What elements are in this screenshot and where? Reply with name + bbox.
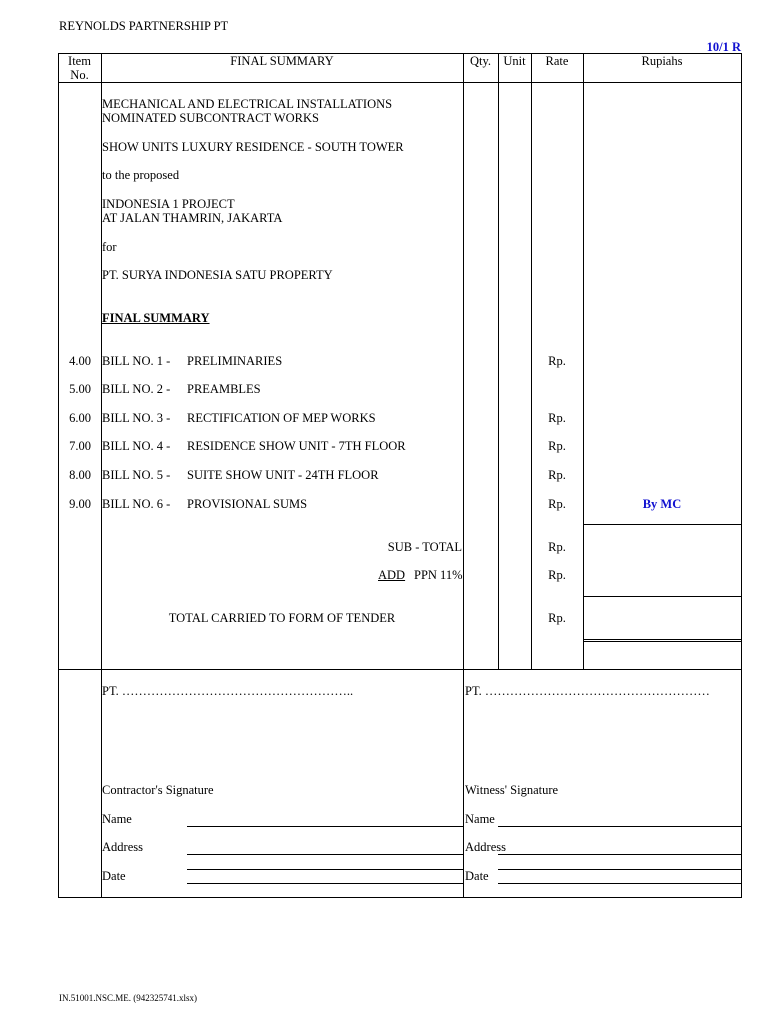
witness-name-field[interactable] <box>498 826 741 827</box>
contractor-name-field[interactable] <box>187 826 463 827</box>
intro-line-5: INDONESIA 1 PROJECT <box>102 197 235 211</box>
intro-line-7: for <box>102 240 117 254</box>
witness-address-field[interactable] <box>498 854 741 855</box>
contractor-company-line: PT. ……………………………………………….. <box>102 684 354 698</box>
witness-date-label: Date <box>465 869 489 883</box>
page-reference: 10/1 R <box>706 40 741 54</box>
contractor-name-label: Name <box>102 812 132 826</box>
witness-date-field[interactable] <box>498 883 741 884</box>
witness-company-line: PT. ……………………………………………… <box>465 684 710 698</box>
contractor-address-field[interactable] <box>187 854 463 855</box>
bill-description: PREAMBLES <box>187 382 261 396</box>
header-item-no: Item No. <box>68 54 91 82</box>
footer-file-ref: IN.51001.NSC.ME. (942325741.xlsx) <box>59 993 198 1003</box>
contractor-date-field[interactable] <box>187 883 463 884</box>
contractor-signature-label: Contractor's Signature <box>102 783 214 797</box>
subtotal-rate: Rp. <box>548 540 566 554</box>
amount-line-1 <box>583 524 741 525</box>
header-unit: Unit <box>503 54 526 68</box>
intro-line-2: NOMINATED SUBCONTRACT WORKS <box>102 111 319 125</box>
bill-item-no: 4.00 <box>69 354 91 368</box>
bill-description: RESIDENCE SHOW UNIT - 7TH FLOOR <box>187 439 406 453</box>
bill-rate: Rp. <box>548 497 566 511</box>
bill-description: SUITE SHOW UNIT - 24TH FLOOR <box>187 468 379 482</box>
amount-line-2 <box>583 596 741 597</box>
bill-number: BILL NO. 4 - <box>102 439 171 453</box>
amount-line-3 <box>583 639 741 640</box>
col-divider-desc <box>463 53 464 898</box>
header-rate: Rate <box>545 54 569 68</box>
bill-number: BILL NO. 2 - <box>102 382 171 396</box>
ppn-rate: Rp. <box>548 568 566 582</box>
total-label: TOTAL CARRIED TO FORM OF TENDER <box>168 611 396 625</box>
intro-line-8: PT. SURYA INDONESIA SATU PROPERTY <box>102 268 333 282</box>
header-rupiahs: Rupiahs <box>641 54 683 68</box>
bill-item-no: 7.00 <box>69 439 91 453</box>
contractor-address-field-2[interactable] <box>187 869 463 870</box>
bill-description: PRELIMINARIES <box>187 354 283 368</box>
subtotal-label: SUB - TOTAL <box>387 540 462 554</box>
bill-number: BILL NO. 6 - <box>102 497 171 511</box>
bill-description: PROVISIONAL SUMS <box>187 497 308 511</box>
table-bottom-border <box>58 897 742 898</box>
intro-line-3: SHOW UNITS LUXURY RESIDENCE - SOUTH TOWER <box>102 140 404 154</box>
ppn-add-label: ADD <box>378 568 406 582</box>
contractor-address-label: Address <box>102 840 143 854</box>
col-divider-rate <box>583 53 584 669</box>
witness-address-field-2[interactable] <box>498 869 741 870</box>
bill-item-no: 5.00 <box>69 382 91 396</box>
bill-number: BILL NO. 5 - <box>102 468 171 482</box>
body-bottom-border <box>58 669 742 670</box>
witness-address-label: Address <box>465 840 506 854</box>
company-name: REYNOLDS PARTNERSHIP PT <box>59 19 229 33</box>
bill-item-no: 9.00 <box>69 497 91 511</box>
bill-item-no: 6.00 <box>69 411 91 425</box>
header-final-summary: FINAL SUMMARY <box>230 54 334 68</box>
header-bottom-border <box>58 82 742 83</box>
witness-name-label: Name <box>465 812 495 826</box>
bill-rate: Rp. <box>548 354 566 368</box>
intro-line-1: MECHANICAL AND ELECTRICAL INSTALLATIONS <box>102 97 393 111</box>
col-divider-qty <box>498 53 499 669</box>
intro-line-6: AT JALAN THAMRIN, JAKARTA <box>102 211 283 225</box>
bill-amount: By MC <box>642 497 682 511</box>
contractor-date-label: Date <box>102 869 126 883</box>
bill-item-no: 8.00 <box>69 468 91 482</box>
bill-description: RECTIFICATION OF MEP WORKS <box>187 411 376 425</box>
header-qty: Qty. <box>469 54 492 68</box>
table-right-border <box>741 53 742 898</box>
section-title: FINAL SUMMARY <box>102 311 210 325</box>
intro-line-4: to the proposed <box>102 168 180 182</box>
bill-number: BILL NO. 1 - <box>102 354 171 368</box>
bill-number: BILL NO. 3 - <box>102 411 171 425</box>
amount-line-4 <box>583 641 741 642</box>
bill-rate: Rp. <box>548 439 566 453</box>
ppn-label: PPN 11% <box>414 568 463 582</box>
witness-signature-label: Witness' Signature <box>465 783 559 797</box>
bill-rate: Rp. <box>548 468 566 482</box>
bill-rate: Rp. <box>548 411 566 425</box>
total-rate: Rp. <box>548 611 566 625</box>
